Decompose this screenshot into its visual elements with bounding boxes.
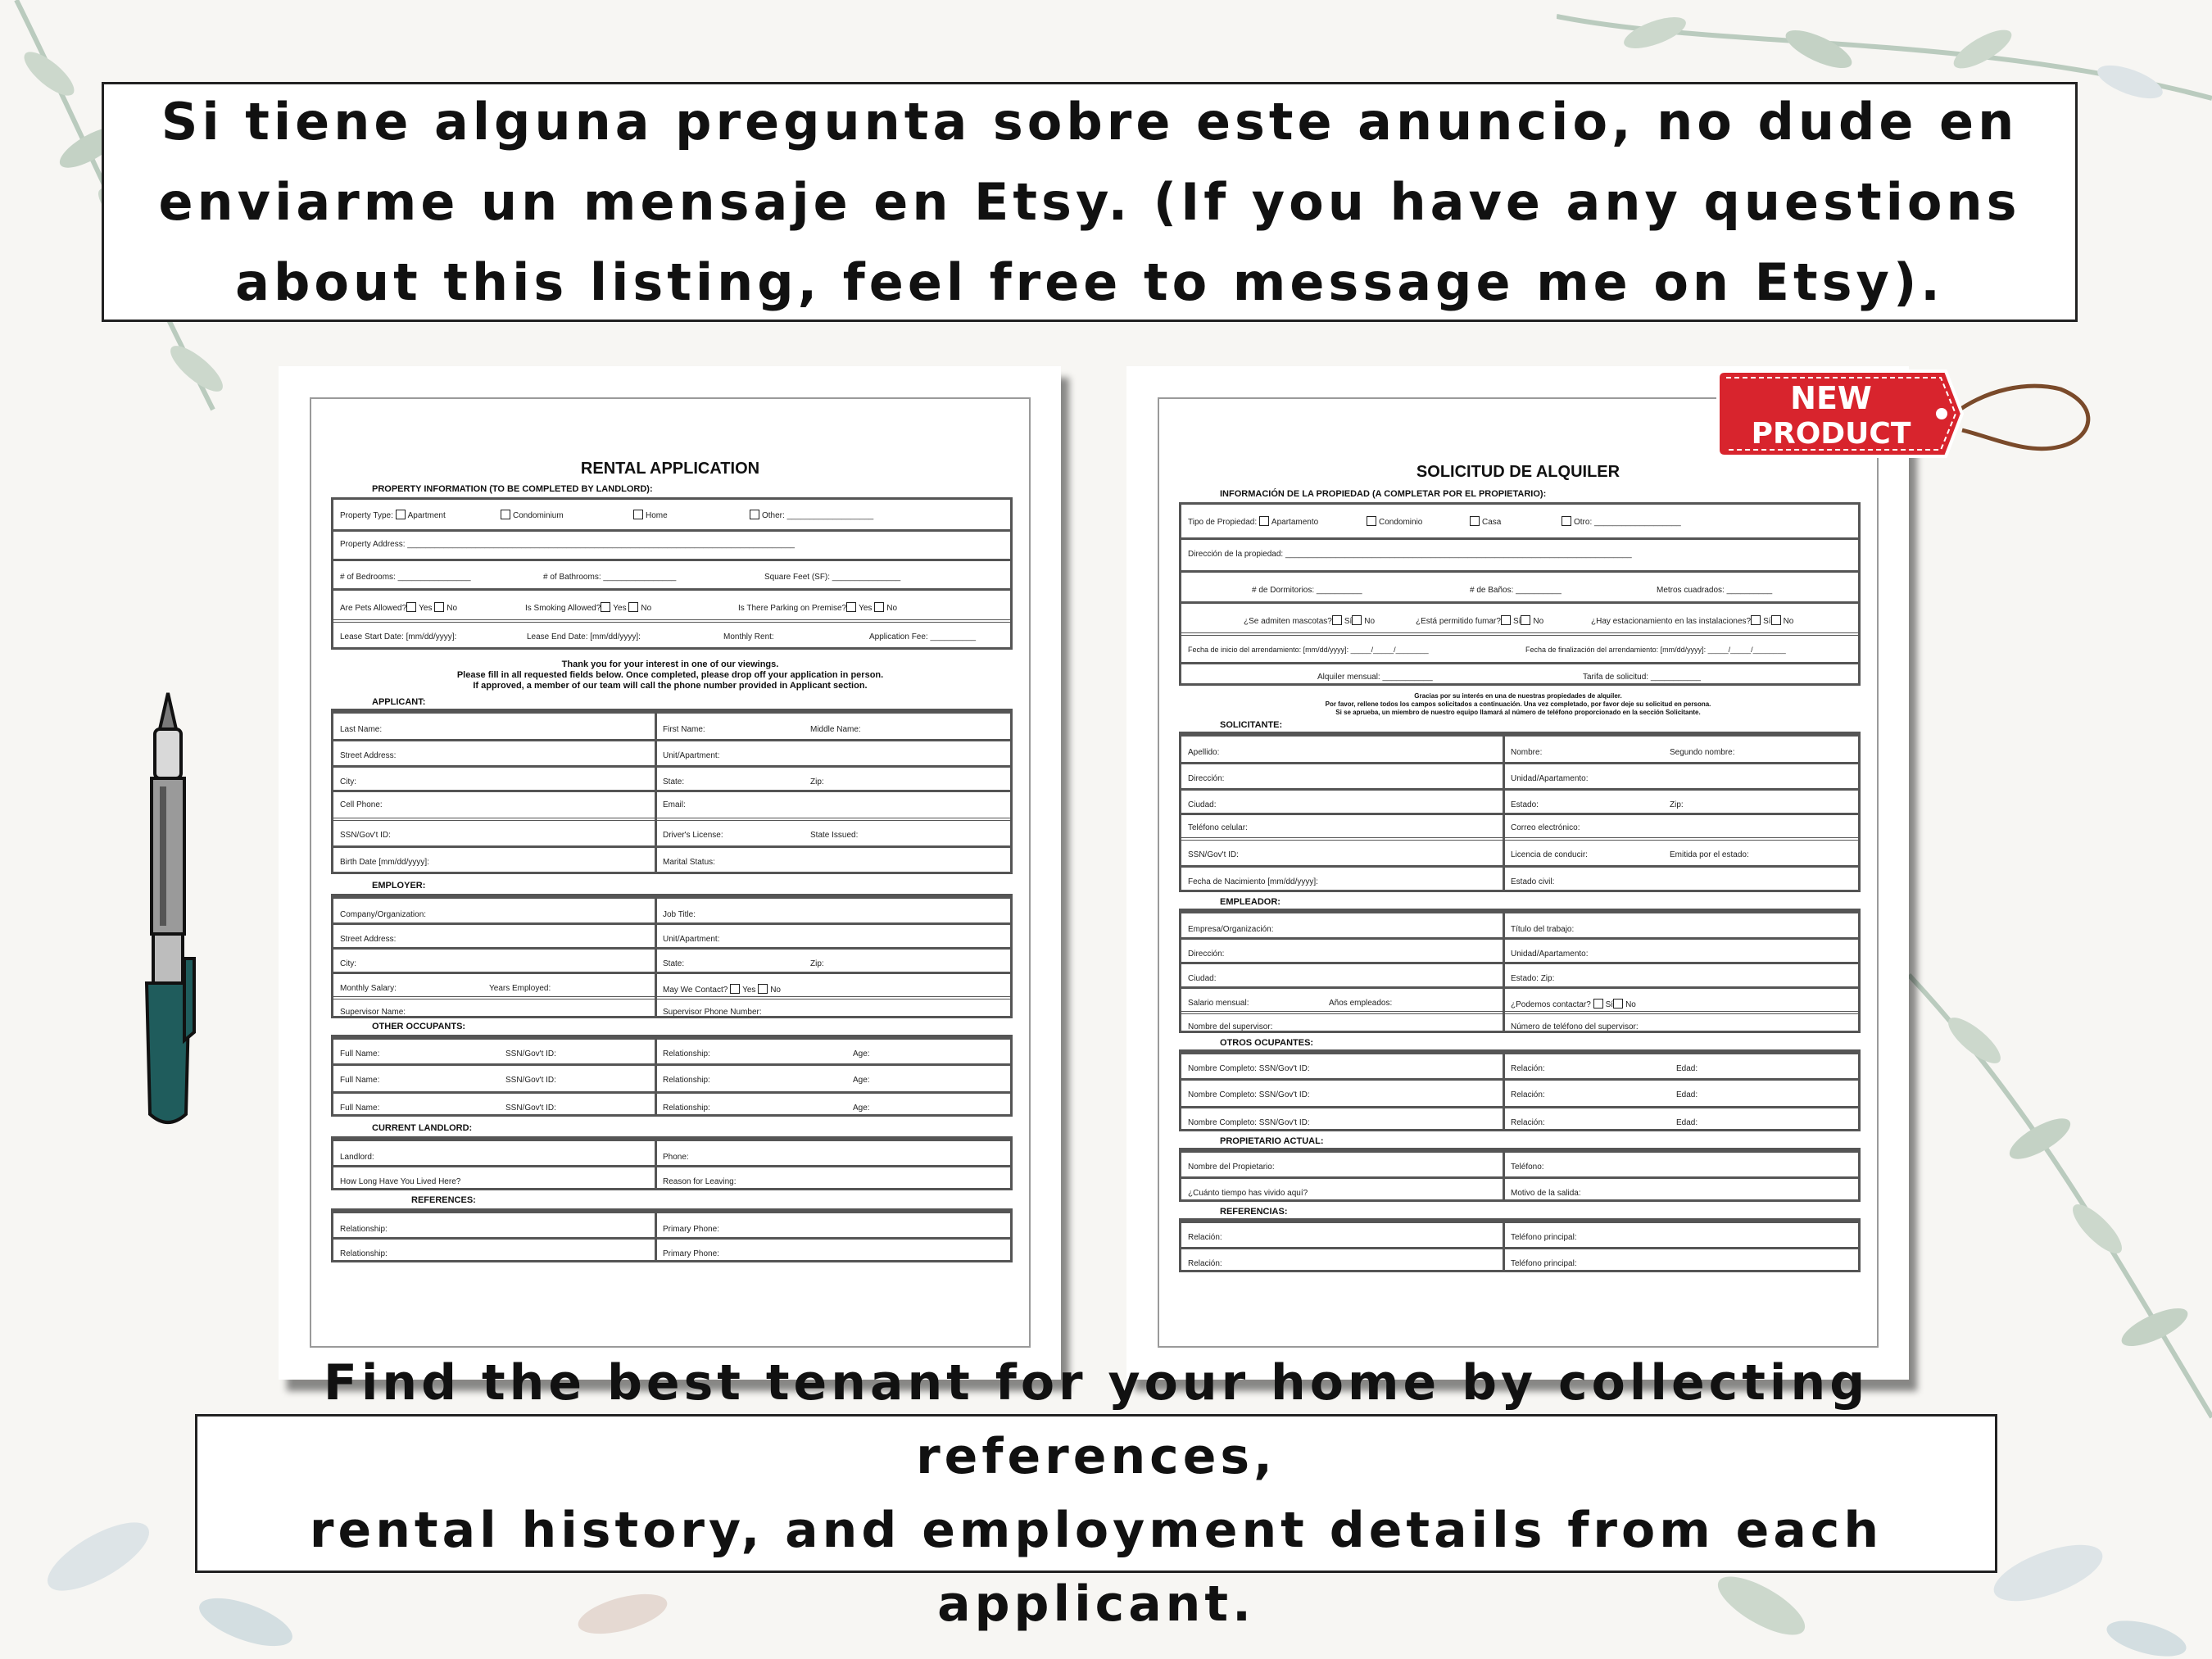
street-address-field[interactable]: Street Address: <box>340 751 397 760</box>
rental-application-sheet-english <box>279 366 1061 1380</box>
employer-section-heading: EMPLOYER: <box>372 881 426 891</box>
contact-no-checkbox[interactable] <box>758 984 768 994</box>
occupant-2-name-field[interactable]: Full Name: <box>340 1076 380 1085</box>
marital-status-field[interactable]: Marital Status: <box>663 858 715 867</box>
employer-section-heading: EMPLEADOR: <box>1220 897 1281 907</box>
occupant-1-name-field[interactable]: Full Name: <box>340 1049 380 1058</box>
job-title-field[interactable]: Título del trabajo: <box>1511 925 1575 934</box>
other-field[interactable]: Otro: ___________________ <box>1574 518 1681 527</box>
company-field[interactable]: Empresa/Organización: <box>1188 925 1274 934</box>
other-field[interactable]: Other: ___________________ <box>762 511 874 520</box>
occupant-3-relationship-field[interactable]: Relación: <box>1511 1118 1545 1127</box>
document-title: SOLICITUD DE ALQUILER <box>1416 463 1620 481</box>
landlord-field[interactable]: Nombre del Propietario: <box>1188 1163 1275 1172</box>
other-checkbox[interactable] <box>1562 516 1571 526</box>
references-table <box>331 1208 1013 1262</box>
landlord-section-heading: CURRENT LANDLORD: <box>372 1123 473 1133</box>
years-employed-field[interactable]: Años empleados: <box>1329 999 1393 1008</box>
sheet-border <box>1158 397 1879 1348</box>
no-label: No <box>886 604 898 613</box>
parking-label: Is There Parking on Premise? <box>738 604 847 613</box>
property-address-field[interactable]: Dirección de la propiedad: ____________________________________________________________________________ <box>1188 550 1632 559</box>
pets-no-checkbox[interactable] <box>1352 615 1362 625</box>
yes-label: Sí <box>1605 1000 1614 1009</box>
parking-no-checkbox[interactable] <box>1771 615 1781 625</box>
intro-note-line-3: If approved, a member of our team will call the phone number provided in Applicant section. <box>473 681 868 691</box>
reference-1-relationship-field[interactable]: Relationship: <box>340 1225 388 1234</box>
occupant-2-age-field[interactable]: Age: <box>853 1076 870 1085</box>
occupants-section-heading: OTHER OCCUPANTS: <box>372 1022 466 1031</box>
top-banner-line-1: Si tiene alguna pregunta sobre este anuncio, no dude en <box>161 91 2019 152</box>
pets-no-checkbox[interactable] <box>434 602 444 612</box>
reference-2-phone-field[interactable]: Teléfono principal: <box>1511 1259 1577 1268</box>
city-field[interactable]: Ciudad: <box>1188 800 1217 809</box>
top-banner-line-3: about this listing, feel free to message me on Etsy). <box>235 252 1944 312</box>
employer-street-field[interactable]: Dirección: <box>1188 950 1225 959</box>
employer-zip-field[interactable]: Zip: <box>810 959 824 968</box>
condominium-checkbox[interactable] <box>501 510 510 519</box>
references-section-heading: REFERENCIAS: <box>1220 1207 1288 1217</box>
lease-start-field[interactable]: Lease Start Date: [mm/dd/yyyy]: <box>340 632 457 641</box>
state-field[interactable]: State: <box>663 777 685 786</box>
apartment-label: Apartamento <box>1271 518 1319 527</box>
reason-leaving-field[interactable]: Reason for Leaving: <box>663 1177 737 1186</box>
pen-illustration <box>135 688 201 1131</box>
smoking-yes-checkbox[interactable] <box>1501 615 1511 625</box>
landlord-table <box>1179 1148 1861 1202</box>
lease-end-field[interactable]: Lease End Date: [mm/dd/yyyy]: <box>527 632 641 641</box>
reference-1-phone-field[interactable]: Primary Phone: <box>663 1225 719 1234</box>
monthly-rent-field[interactable]: Alquiler mensual: ___________ <box>1317 673 1433 682</box>
city-field[interactable]: City: <box>340 777 356 786</box>
home-label: Home <box>646 511 668 520</box>
occupant-2-ssn-field[interactable]: SSN/Gov't ID: <box>505 1076 556 1085</box>
drivers-license-field[interactable]: Licencia de conducir: <box>1511 850 1588 859</box>
property-type-label: Tipo de Propiedad: <box>1188 518 1258 527</box>
street-address-field[interactable]: Dirección: <box>1188 774 1225 783</box>
application-fee-field[interactable]: Application Fee: __________ <box>869 632 977 641</box>
bottom-banner-line-2: rental history, and employment details from each applicant. <box>309 1502 1883 1633</box>
how-long-field[interactable]: ¿Cuánto tiempo has vivido aquí? <box>1188 1189 1308 1198</box>
landlord-field[interactable]: Landlord: <box>340 1153 374 1162</box>
yes-label: Yes <box>742 986 756 995</box>
first-name-field[interactable]: Nombre: <box>1511 748 1543 757</box>
tag-line-1: NEW <box>1790 380 1872 416</box>
monthly-salary-field[interactable]: Monthly Salary: <box>340 984 397 993</box>
employer-state-field[interactable]: State: <box>663 959 685 968</box>
email-field[interactable]: Email: <box>663 800 686 809</box>
may-contact-label: ¿Podemos contactar? <box>1511 1000 1591 1009</box>
intro-note-line-3: Si se aprueba, un miembro de nuestro equipo llamará al número de teléfono proporcionado en la sección Solicitante. <box>1335 709 1701 716</box>
no-label: No <box>1783 617 1794 626</box>
employer-city-field[interactable]: City: <box>340 959 356 968</box>
zip-field[interactable]: Zip: <box>1670 800 1684 809</box>
smoking-allowed-label: Is Smoking Allowed? <box>525 604 601 613</box>
state-issued-field[interactable]: Emitida por el estado: <box>1670 850 1749 859</box>
condominium-checkbox[interactable] <box>1367 516 1376 526</box>
other-checkbox[interactable] <box>750 510 759 519</box>
monthly-rent-field[interactable]: Monthly Rent: <box>723 632 774 641</box>
landlord-section-heading: PROPIETARIO ACTUAL: <box>1220 1136 1324 1146</box>
occupant-1-name-field[interactable]: Nombre Completo: SSN/Gov't ID: <box>1188 1064 1310 1073</box>
zip-field[interactable]: Zip: <box>810 777 824 786</box>
supervisor-phone-field[interactable]: Número de teléfono del supervisor: <box>1511 1022 1639 1031</box>
years-employed-field[interactable]: Years Employed: <box>489 984 551 993</box>
supervisor-phone-field[interactable]: Supervisor Phone Number: <box>663 1008 762 1017</box>
occupant-3-age-field[interactable]: Edad: <box>1676 1118 1698 1127</box>
occupants-table <box>1179 1049 1861 1131</box>
references-table <box>1179 1218 1861 1272</box>
reference-2-relationship-field[interactable]: Relación: <box>1188 1259 1222 1268</box>
parking-yes-checkbox[interactable] <box>846 602 856 612</box>
bedrooms-field[interactable]: # of Bedrooms: ________________ <box>340 573 471 582</box>
home-checkbox[interactable] <box>633 510 643 519</box>
pets-yes-checkbox[interactable] <box>406 602 416 612</box>
sheet-border <box>310 397 1031 1348</box>
cell-phone-field[interactable]: Teléfono celular: <box>1188 823 1248 832</box>
monthly-salary-field[interactable]: Salario mensual: <box>1188 999 1249 1008</box>
no-label: No <box>770 986 781 995</box>
document-title: RENTAL APPLICATION <box>580 460 760 478</box>
drivers-license-field[interactable]: Driver's License: <box>663 831 723 840</box>
no-label: No <box>1533 617 1544 626</box>
middle-name-field[interactable]: Segundo nombre: <box>1670 748 1735 757</box>
birth-date-field[interactable]: Birth Date [mm/dd/yyyy]: <box>340 858 429 867</box>
employer-street-field[interactable]: Street Address: <box>340 935 397 944</box>
employer-unit-field[interactable]: Unidad/Apartamento: <box>1511 950 1589 959</box>
property-section-heading: PROPERTY INFORMATION (TO BE COMPLETED BY LANDLORD): <box>372 484 653 494</box>
may-contact-label: May We Contact? <box>663 986 728 995</box>
job-title-field[interactable]: Job Title: <box>663 910 696 919</box>
occupant-2-relationship-field[interactable]: Relación: <box>1511 1090 1545 1099</box>
lease-start-field[interactable]: Fecha de inicio del arrendamiento: [mm/dd/yyyy]: _____/_____/________ <box>1188 646 1429 654</box>
occupant-3-ssn-field[interactable]: SSN/Gov't ID: <box>505 1104 556 1113</box>
bedrooms-field[interactable]: # de Dormitorios: __________ <box>1252 586 1362 595</box>
last-name-field[interactable]: Apellido: <box>1188 748 1220 757</box>
yes-label: Sí <box>1512 617 1521 626</box>
applicant-section-heading: APPLICANT: <box>372 697 426 707</box>
occupant-3-relationship-field[interactable]: Relationship: <box>663 1104 710 1113</box>
pets-allowed-label: ¿Se admiten mascotas? <box>1244 617 1332 626</box>
smoking-no-checkbox[interactable] <box>1521 615 1530 625</box>
occupant-1-age-field[interactable]: Edad: <box>1676 1064 1698 1073</box>
birth-date-field[interactable]: Fecha de Nacimiento [mm/dd/yyyy]: <box>1188 877 1318 886</box>
yes-label: Sí <box>1763 617 1771 626</box>
reason-leaving-field[interactable]: Motivo de la salida: <box>1511 1189 1581 1198</box>
reference-2-relationship-field[interactable]: Relationship: <box>340 1249 388 1258</box>
first-name-field[interactable]: First Name: <box>663 725 705 734</box>
apartment-label: Apartment <box>407 511 446 520</box>
occupant-2-age-field[interactable]: Edad: <box>1676 1090 1698 1099</box>
application-fee-field[interactable]: Tarifa de solicitud: ___________ <box>1583 673 1701 682</box>
company-field[interactable]: Company/Organization: <box>340 910 427 919</box>
no-label: No <box>1364 617 1376 626</box>
pets-yes-checkbox[interactable] <box>1332 615 1342 625</box>
apartment-checkbox[interactable] <box>1259 516 1269 526</box>
intro-note-line-2: Por favor, rellene todos los campos solicitados a continuación. Una vez completado, por favor deje su solicitud en persona. <box>1325 700 1711 708</box>
intro-note-line-1: Gracias por su interés en una de nuestras propiedades de alquiler. <box>1414 692 1622 700</box>
bathrooms-field[interactable]: # de Baños: __________ <box>1470 586 1562 595</box>
applicant-table <box>1179 732 1861 892</box>
intro-note-line-1: Thank you for your interest in one of our viewings. <box>561 660 779 669</box>
occupant-3-name-field[interactable]: Nombre Completo: SSN/Gov't ID: <box>1188 1118 1310 1127</box>
ssn-field[interactable]: SSN/Gov't ID: <box>340 831 391 840</box>
no-label: No <box>446 604 458 613</box>
occupant-1-relationship-field[interactable]: Relación: <box>1511 1064 1545 1073</box>
lease-end-field[interactable]: Fecha de finalización del arrendamiento: [mm/dd/yyyy]: _____/_____/________ <box>1525 646 1786 654</box>
landlord-table <box>331 1136 1013 1190</box>
tag-line-2: PRODUCT <box>1751 417 1911 451</box>
smoking-no-checkbox[interactable] <box>628 602 638 612</box>
occupant-3-age-field[interactable]: Age: <box>853 1104 870 1113</box>
smoking-yes-checkbox[interactable] <box>601 602 610 612</box>
occupant-1-relationship-field[interactable]: Relationship: <box>663 1049 710 1058</box>
occupants-table <box>331 1035 1013 1117</box>
yes-label: Yes <box>613 604 627 613</box>
intro-note-line-2: Please fill in all requested fields below. Once completed, please drop off your application in person. <box>456 670 884 680</box>
state-field[interactable]: Estado: <box>1511 800 1539 809</box>
occupant-1-age-field[interactable]: Age: <box>853 1049 870 1058</box>
ssn-field[interactable]: SSN/Gov't ID: <box>1188 850 1239 859</box>
property-info-table <box>331 497 1013 650</box>
top-message-banner <box>102 82 2078 322</box>
employer-table <box>1179 909 1861 1033</box>
no-label: No <box>1625 1000 1636 1009</box>
contact-yes-checkbox[interactable] <box>730 984 740 994</box>
unit-field[interactable]: Unit/Apartment: <box>663 751 720 760</box>
bottom-banner-line-1: Find the best tenant for your home by collecting references, <box>323 1354 1870 1485</box>
occupant-1-ssn-field[interactable]: SSN/Gov't ID: <box>505 1049 556 1058</box>
occupant-3-name-field[interactable]: Full Name: <box>340 1104 380 1113</box>
property-info-table <box>1179 502 1861 686</box>
landlord-phone-field[interactable]: Phone: <box>663 1153 689 1162</box>
landlord-phone-field[interactable]: Teléfono: <box>1511 1163 1544 1172</box>
how-long-field[interactable]: How Long Have You Lived Here? <box>340 1177 461 1186</box>
employer-table <box>331 894 1013 1018</box>
bathrooms-field[interactable]: # of Bathrooms: ________________ <box>543 573 677 582</box>
employer-state-zip-field[interactable]: Estado: Zip: <box>1511 974 1555 983</box>
condominium-label: Condominio <box>1379 518 1423 527</box>
references-section-heading: REFERENCES: <box>411 1195 476 1205</box>
intro-note <box>311 660 1029 691</box>
condominium-label: Condominium <box>513 511 564 520</box>
square-meters-field[interactable]: Metros cuadrados: __________ <box>1657 586 1773 595</box>
cell-phone-field[interactable]: Cell Phone: <box>340 800 383 809</box>
property-type-label: Property Type: <box>340 511 393 520</box>
yes-label: Sí <box>1344 617 1353 626</box>
unit-field[interactable]: Unidad/Apartamento: <box>1511 774 1589 783</box>
email-field[interactable]: Correo electrónico: <box>1511 823 1580 832</box>
new-product-tag <box>1716 365 2101 487</box>
supervisor-name-field[interactable]: Supervisor Name: <box>340 1008 406 1017</box>
parking-label: ¿Hay estacionamiento en las instalaciones? <box>1591 617 1752 626</box>
state-issued-field[interactable]: State Issued: <box>810 831 859 840</box>
occupants-section-heading: OTROS OCUPANTES: <box>1220 1038 1314 1048</box>
reference-2-phone-field[interactable]: Primary Phone: <box>663 1249 719 1258</box>
occupant-2-name-field[interactable]: Nombre Completo: SSN/Gov't ID: <box>1188 1090 1310 1099</box>
reference-1-relationship-field[interactable]: Relación: <box>1188 1233 1222 1242</box>
pets-allowed-label: Are Pets Allowed? <box>340 604 407 613</box>
last-name-field[interactable]: Last Name: <box>340 725 383 734</box>
applicant-table <box>331 709 1013 874</box>
occupant-2-relationship-field[interactable]: Relationship: <box>663 1076 710 1085</box>
employer-city-field[interactable]: Ciudad: <box>1188 974 1217 983</box>
contact-no-checkbox[interactable] <box>1613 999 1623 1009</box>
yes-label: Yes <box>859 604 873 613</box>
property-address-field[interactable]: Property Address: _____________________________________________________________________________________ <box>340 540 795 549</box>
reference-1-phone-field[interactable]: Teléfono principal: <box>1511 1233 1577 1242</box>
parking-no-checkbox[interactable] <box>874 602 884 612</box>
square-feet-field[interactable]: Square Feet (SF): _______________ <box>764 573 901 582</box>
yes-label: Yes <box>419 604 433 613</box>
home-checkbox[interactable] <box>1470 516 1480 526</box>
applicant-section-heading: SOLICITANTE: <box>1220 720 1283 730</box>
no-label: No <box>641 604 652 613</box>
contact-yes-checkbox[interactable] <box>1593 999 1603 1009</box>
top-banner-line-2: enviarme un mensaje en Etsy. (If you have any questions <box>158 171 2021 232</box>
bottom-message-banner <box>195 1354 1997 1633</box>
parking-yes-checkbox[interactable] <box>1751 615 1761 625</box>
rental-application-sheet-spanish <box>1126 366 1909 1380</box>
middle-name-field[interactable]: Middle Name: <box>810 725 861 734</box>
property-section-heading: INFORMACIÓN DE LA PROPIEDAD (A COMPLETAR POR EL PROPIETARIO): <box>1220 489 1547 499</box>
intro-note <box>1159 692 1877 717</box>
home-label: Casa <box>1482 518 1502 527</box>
supervisor-name-field[interactable]: Nombre del supervisor: <box>1188 1022 1273 1031</box>
employer-unit-field[interactable]: Unit/Apartment: <box>663 935 720 944</box>
marital-status-field[interactable]: Estado civil: <box>1511 877 1555 886</box>
apartment-checkbox[interactable] <box>396 510 406 519</box>
smoking-allowed-label: ¿Está permitido fumar? <box>1416 617 1501 626</box>
